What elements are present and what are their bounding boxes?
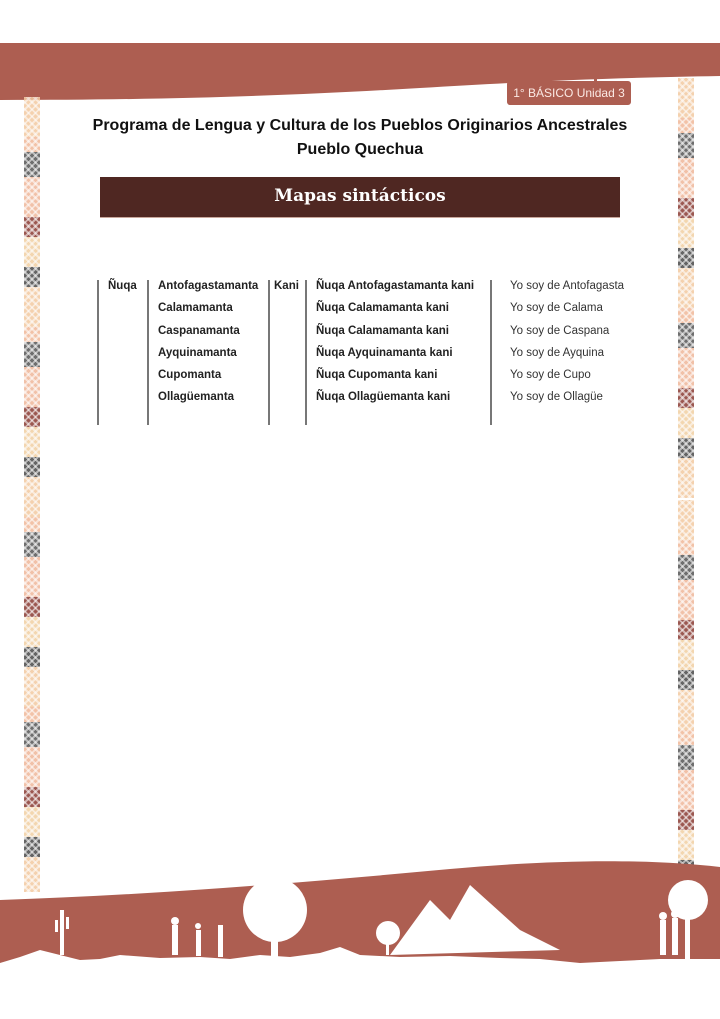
column-divider: [268, 280, 270, 425]
right-textile-border-lower: [678, 500, 694, 900]
translation-item: Yo soy de Caspana: [510, 325, 610, 337]
origin-item: Calamamanta: [158, 302, 233, 314]
column-divider: [490, 280, 492, 425]
verb-word: Kani: [274, 280, 299, 292]
grade-unit-badge: 1° BÁSICO Unidad 3: [507, 81, 631, 105]
bottom-landscape-band: [0, 855, 720, 975]
origin-item: Antofagastamanta: [158, 280, 259, 292]
translation-item: Yo soy de Cupo: [510, 369, 591, 381]
sentence-item: Ñuqa Calamamanta kani: [316, 302, 449, 314]
translation-item: Yo soy de Calama: [510, 302, 603, 314]
translation-item: Yo soy de Ayquina: [510, 347, 604, 359]
section-title-bar: Mapas sintácticos: [100, 177, 620, 218]
column-divider: [305, 280, 307, 425]
origin-item: Cupomanta: [158, 369, 222, 381]
origin-item: Ayquinamanta: [158, 347, 237, 359]
column-divider: [147, 280, 149, 425]
sentence-item: Ñuqa Ayquinamanta kani: [316, 347, 453, 359]
sentence-item: Ñuqa Antofagastamanta kani: [316, 280, 475, 292]
program-title: Programa de Lengua y Cultura de los Pueblos Originarios Ancestrales: [92, 117, 628, 134]
sentence-item: Ñuqa Cupomanta kani: [316, 369, 438, 381]
origin-item: Ollagüemanta: [158, 391, 235, 403]
sentence-item: Ñuqa Ollagüemanta kani: [316, 391, 451, 403]
sentence-item: Ñuqa Calamamanta kani: [316, 325, 449, 337]
subject-word: Ñuqa: [108, 280, 137, 292]
left-textile-border: [24, 97, 40, 892]
origin-item: Caspanamanta: [158, 325, 240, 337]
people-title: Pueblo Quechua: [296, 141, 424, 158]
translation-item: Yo soy de Ollagüe: [510, 391, 603, 403]
column-divider: [97, 280, 99, 425]
translation-item: Yo soy de Antofagasta: [510, 280, 625, 292]
